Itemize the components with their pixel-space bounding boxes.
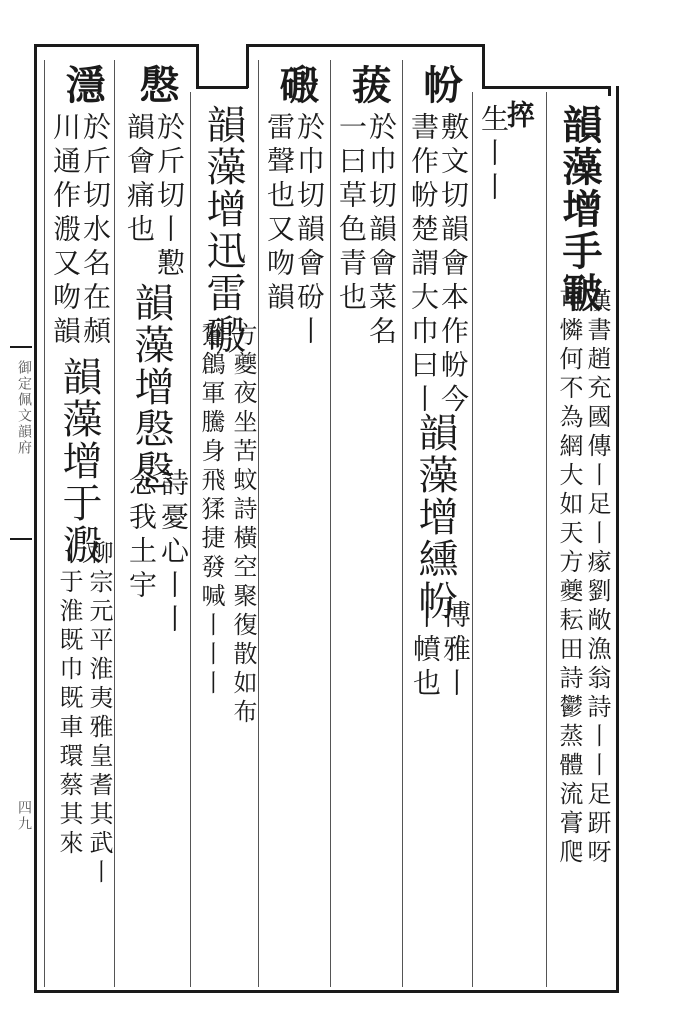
headword-yin2: 濦 [59, 64, 106, 106]
headword-bo: 磤 [273, 64, 320, 106]
entry-yin-line2: 韻會痛也 [123, 112, 156, 248]
col-sep-8 [44, 60, 45, 987]
bottom-border [34, 990, 619, 993]
headword-xun-lei: 韻藻增迅雷磤 [200, 104, 246, 356]
entry-xunlei-line1: 方夔夜坐苦蚊詩橫空聚復散如布 [229, 322, 257, 728]
headword-shou-jun: 韻藻增手皸 [556, 104, 603, 314]
entry-fa-line2: 一曰草色青也 [335, 112, 368, 316]
entry-yin2-line2: 川通作溵又吻韻 [49, 112, 82, 350]
col-sep-6 [190, 92, 191, 987]
entry-text-cui: 生丨丨 [477, 104, 510, 206]
headword-fen: 帉 [417, 64, 464, 106]
top-border-mid [196, 86, 248, 89]
col-sep-4 [330, 60, 331, 987]
entry-yin2-line1: 於斤切水名在頳 [79, 112, 112, 350]
entry-text-line2: 可憐何不為網大如天方夔耘田詩鬱蒸體流膏爬 [555, 288, 583, 868]
top-border-right [246, 44, 484, 47]
entry-yin2-note1: 柳宗元平淮夷雅皇耆其武丨 [85, 540, 113, 888]
col-sep-2 [472, 92, 473, 987]
entry-xunlei-line2: 鶖鶬軍騰身飛猱捷發喊丨丨丨 [197, 322, 225, 699]
headword-yin: 慇 [133, 64, 180, 106]
margin-tick-top [10, 346, 32, 348]
margin-tick-bottom [10, 538, 32, 540]
entry-bo-line2: 雷聲也又吻韻 [263, 112, 296, 316]
entry-text-line1: 漢書趙充國傳丨足丨瘃劉敞漁翁詩丨丨足趼呀 [583, 288, 611, 868]
top-border-step2 [246, 44, 249, 88]
col-sep-1 [546, 92, 547, 987]
entry-fen-line1: 敷文切韻會本作帉今 [437, 112, 470, 418]
col-sep-7 [114, 60, 115, 987]
entry-yin-line1: 於斤切丨懃 [153, 112, 186, 282]
headword-xun-fen: 韻藻增纁帉 [412, 412, 458, 622]
entry-fa-line1: 於巾切韻會菜名 [365, 112, 398, 350]
entry-fen-note2: 丨幩也 [409, 600, 442, 702]
entry-yin-note2: 念我土宇 [125, 468, 158, 604]
entry-fen-line2: 書作帉楚謂大巾曰丨 [407, 112, 440, 418]
top-border-step3 [482, 44, 485, 88]
entry-bo-line1: 於巾切韻會砏丨 [293, 112, 326, 350]
outer-left-border [34, 44, 37, 992]
headword-fa: 菝 [345, 64, 392, 106]
top-border [36, 44, 196, 47]
headword-yin-yin: 韻藻增慇慇 [128, 282, 174, 492]
margin-page-number: 四九 [16, 800, 32, 832]
entry-fen-note1: 博雅丨 [439, 600, 472, 702]
outer-right-border [616, 86, 619, 992]
top-border-step [196, 44, 199, 88]
top-border-end [608, 86, 611, 96]
top-border-far [482, 86, 610, 89]
col-sep-5 [258, 60, 259, 987]
entry-yin2-note2: 丨于淮既巾既車環蔡其來 [55, 540, 83, 859]
headword-cui: 捽 [503, 100, 536, 130]
entry-yin-note1: 詩憂心丨丨 [157, 468, 190, 638]
headword-yu-yin: 韻藻增于溵 [56, 356, 102, 566]
margin-edge-text: 御定佩文韻府 [16, 360, 32, 456]
col-sep-3 [402, 60, 403, 987]
